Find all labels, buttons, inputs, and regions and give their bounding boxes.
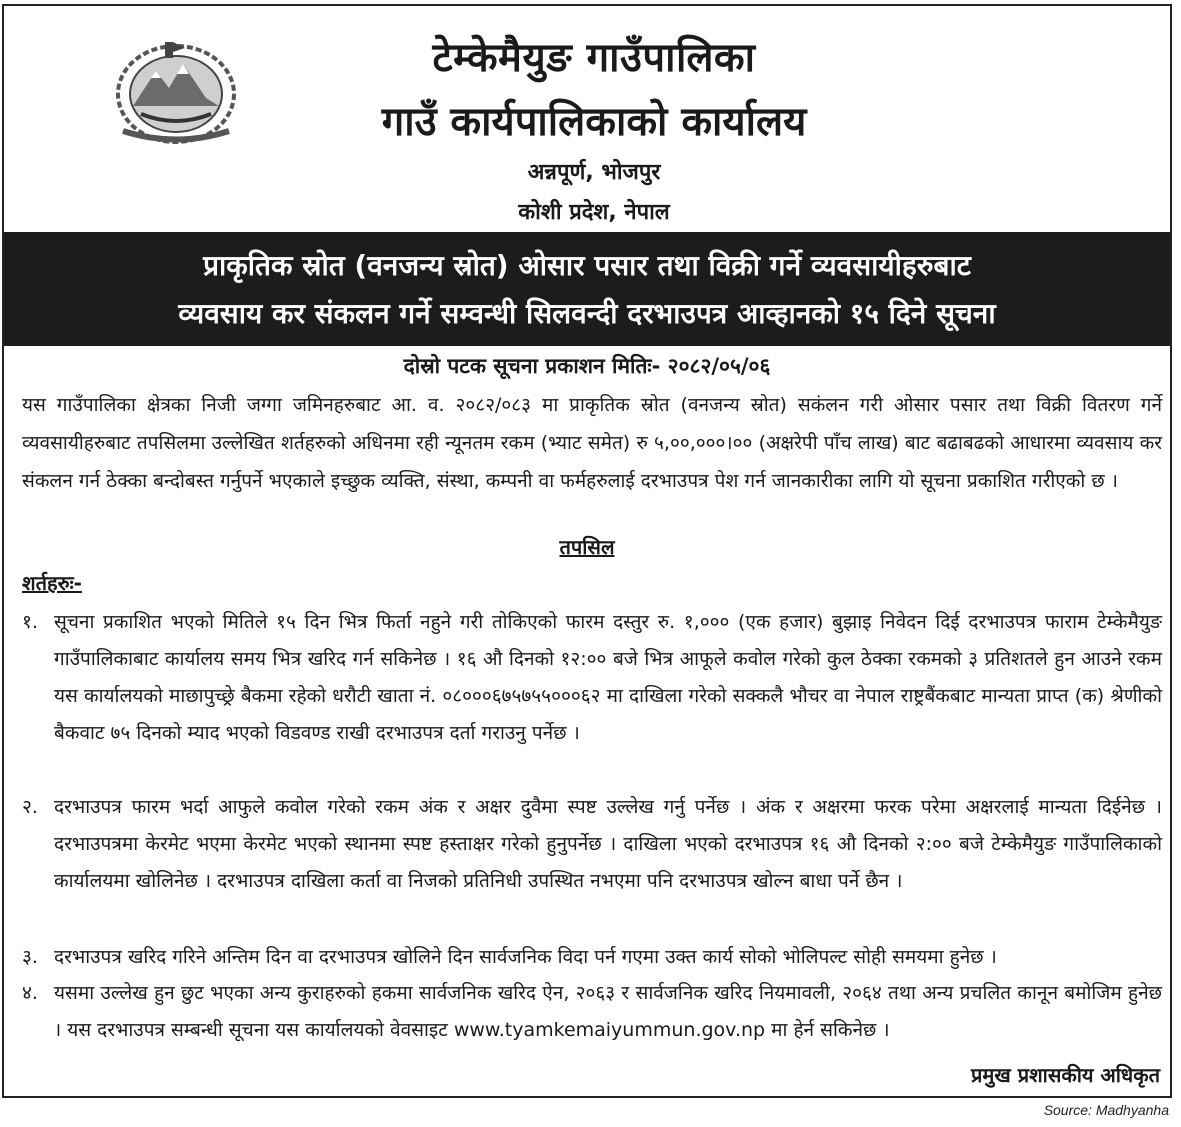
tapasil-heading: [4, 533, 1170, 560]
condition-item: [22, 975, 1162, 1049]
publication-date-line: दोस्रो पटक सूचना प्रकाशन मितिः- २०८२/०५/०६: [403, 354, 771, 378]
condition-item: [22, 789, 1162, 900]
office-name: गाउँ कार्यपालिकाको कार्यालय: [381, 99, 807, 145]
signatory-title: प्रमुख प्रशासकीय अधिकृत: [971, 1063, 1160, 1087]
condition-number: २.: [22, 796, 38, 818]
address-line-2: कोशी प्रदेश, नेपाल: [518, 200, 670, 225]
source-credit: Source: Madhyanha: [1043, 1102, 1169, 1118]
tapasil-heading-text: तपसिल: [559, 535, 615, 559]
conditions-heading: शर्तहरुः-: [22, 571, 82, 595]
notice-title-line-1: प्राकृतिक स्रोत (वनजन्य स्रोत) ओसार पसार तथा विक्री गर्ने व्यवसायीहरुबाट: [203, 249, 971, 282]
nepal-government-emblem-icon: [111, 36, 241, 146]
notice-title-banner: [4, 232, 1170, 346]
condition-number: ३.: [22, 946, 38, 968]
municipality-name: टेम्केमैयुङ गाउँपालिका: [432, 35, 756, 81]
condition-number: ४.: [22, 982, 38, 1004]
condition-number: १.: [22, 611, 38, 633]
condition-text: यसमा उल्लेख हुन छुट भएका अन्य कुराहरुको हकमा सार्वजनिक खरिद ऐन, २०६३ र सार्वजनिक खरिद नियमावली, २०६४ तथा अन्य प्रचलित कानून बमोजिम हुनेछ । यस दरभाउपत्र सम्बन्धी सूचना यस कार्यालयको वेवसाइट www.tyamkemaiyummun.gov.np मा हेर्न सकिनेछ ।: [54, 982, 1162, 1041]
notice-frame: [2, 4, 1172, 1098]
condition-text: सूचना प्रकाशित भएको मितिले १५ दिन भित्र फिर्ता नहुने गरी तोकिएको फारम दस्तुर रु. १,००० (एक हजार) बुझाइ निवेदन दिई दरभाउपत्र फाराम टेम्केमैयुङ गाउँपालिकाबाट कार्यालय समय भित्र खरिद गर्न सकिनेछ । १६ औ दिनको १२:०० बजे भित्र आफूले कवोल गरेको कुल ठेक्का रकमको ३ प्रतिशतले हुन आउने रकम यस कार्यालयको माछापुच्छ्रे बैकमा रहेको धरौटी खाता नं. ०८०००६७५७५५०००६२ मा दाखिला गरेको सक्कलै भौचर वा नेपाल राष्ट्रबैंकबाट मान्यता प्राप्त (क) श्रेणीको बैकवाट ७५ दिनको म्याद भएको विडवण्ड राखी दरभाउपत्र दर्ता गराउनु पर्नेछ ।: [54, 611, 1162, 744]
address-line-1: अन्नपूर्ण, भोजपुर: [527, 160, 661, 185]
notice-title-line-2: व्यवसाय कर संकलन गर्ने सम्वन्धी सिलवन्दी दरभाउपत्र आव्हानको १५ दिने सूचना: [178, 297, 996, 330]
condition-item: [22, 604, 1162, 752]
condition-text: दरभाउपत्र फारम भर्दा आफुले कवोल गरेको रकम अंक र अक्षर दुवैमा स्पष्ट उल्लेख गर्नु पर्नेछ । अंक र अक्षरमा फरक परेमा अक्षरलाई मान्यता दिईनेछ । दरभाउपत्रमा केरमेट भएमा केरमेट भएको स्थानमा स्पष्ट हस्ताक्षर गरेको हुनुपर्नेछ । दाखिला भएको दरभाउपत्र १६ औ दिनको २:०० बजे टेम्केमैयुङ गाउँपालिकाको कार्यालयमा खोलिनेछ । दरभाउपत्र दाखिला कर्ता वा निजको प्रतिनिधी उपस्थित नभएमा पनि दरभाउपत्र खोल्न बाधा पर्ने छैन ।: [54, 796, 1162, 892]
intro-paragraph: यस गाउँपालिका क्षेत्रका निजी जग्गा जमिनहरुबाट आ. व. २०८२/०८३ मा प्राकृतिक स्रोत (वनजन्य स्रोत) सकंलन गरी ओसार पसार तथा विक्री वितरण गर्ने व्यवसायीहरुबाट तपसिलमा उल्लेखित शर्तहरुको अधिनमा रही न्यूनतम रकम (भ्याट समेत) रु ५,००,०००।०० (अक्षरेपी पाँच लाख) बाट बढाबढको आधारमा व्यवसाय कर संकलन गर्न ठेक्का बन्दोबस्त गर्नुपर्ने भएकाले इच्छुक व्यक्ति, संस्था, कम्पनी वा फर्महरुलाई दरभाउपत्र पेश गर्न जानकारीका लागि यो सूचना प्रकाशित गरीएको छ ।: [22, 394, 1162, 492]
condition-text: दरभाउपत्र खरिद गरिने अन्तिम दिन वा दरभाउपत्र खोलिने दिन सार्वजनिक विदा पर्न गएमा उक्त कार्य सोको भोलिपल्ट सोही समयमा हुनेछ ।: [54, 946, 997, 968]
condition-item: [22, 939, 1162, 976]
